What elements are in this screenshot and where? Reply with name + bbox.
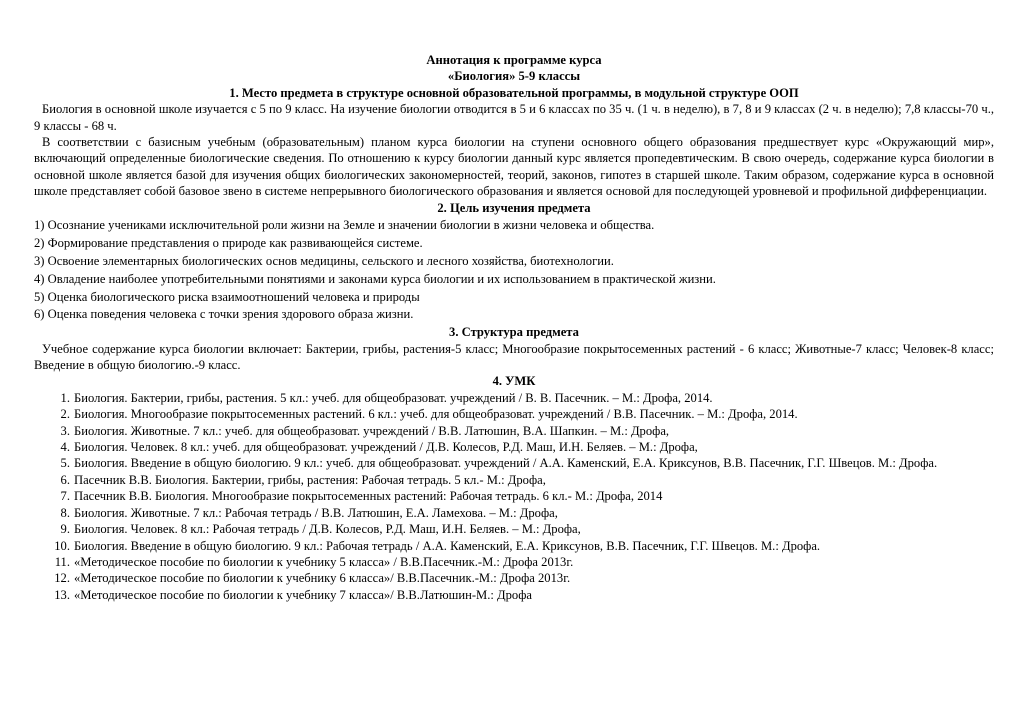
list-item-number: 11. xyxy=(54,554,70,569)
list-item xyxy=(34,538,994,554)
list-item-number: 2. xyxy=(60,407,70,422)
document-title: Аннотация к программе курса xyxy=(426,53,602,67)
list-item-text: Биология. Человек. 8 кл.: Рабочая тетрадь / Д.В. Колесов, Р.Д. Маш, И.Н. Беляев. – М.: Дрофа, xyxy=(74,522,581,537)
section-1-heading: 1. Место предмета в структуре основной образовательной программы, в модульной структуре ООП xyxy=(229,85,799,100)
list-item xyxy=(34,423,994,439)
section-3-heading: 3. Структура предмета xyxy=(449,325,579,340)
list-item-number: 12. xyxy=(54,571,70,586)
list-item xyxy=(34,587,994,603)
section-1-paragraph-1: Биология в основной школе изучается с 5 по 9 класс. На изучение биологии отводится в 5 и 6 классах по 35 ч. (1 ч. в неделю), в 7, 8 и 9 классах (2 ч. в неделю); 7,8 классы-70 ч., 9 классы - 68 ч. xyxy=(34,102,994,133)
list-item-text: «Методическое пособие по биологии к учебнику 7 класса»/ В.В.Латюшин-М.: Дрофа xyxy=(74,587,532,602)
list-item-text: Пасечник В.В. Биология. Многообразие покрытосеменных растений: Рабочая тетрадь. 6 кл.- М.: Дрофа, 2014 xyxy=(74,489,663,504)
list-item xyxy=(34,390,994,406)
section-1-paragraph-2: В соответствии с базисным учебным (образовательным) планом курса биологии на ступени основного общего образования предшествует курс «Окружающий мир», включающий определенные биологические сведения. По отношению к курсу биологии данный курс является пропедевтическим. В свою очередь, содержание курса биологии в основной школе является базой для изучения общих биологических закономерностей, теорий, законов, гипотез в старшей школе. Таким образом, содержание курса в основной школе представляет собой базовое звено в системе непрерывного биологического образования и является основой для последующей уровневой и профильной дифференциации. xyxy=(34,135,994,199)
goal-item: 5) Оценка биологического риска взаимоотношений человека и природы xyxy=(34,289,420,304)
list-item-number: 7. xyxy=(60,489,70,504)
list-item xyxy=(34,570,994,586)
list-item-number: 10. xyxy=(54,538,70,553)
list-item-number: 13. xyxy=(54,587,70,602)
list-item xyxy=(34,505,994,521)
list-item xyxy=(34,554,994,570)
list-item xyxy=(34,472,994,488)
document-subtitle: «Биология» 5-9 классы xyxy=(447,69,581,84)
list-item-number: 3. xyxy=(60,423,70,438)
list-item-number: 9. xyxy=(60,522,70,537)
list-item-number: 5. xyxy=(60,456,70,471)
list-item-text: Пасечник В.В. Биология. Бактерии, грибы, растения: Рабочая тетрадь. 5 кл.- М.: Дрофа, xyxy=(74,472,546,487)
list-item-number: 4. xyxy=(60,440,70,455)
section-2-heading: 2. Цель изучения предмета xyxy=(437,200,591,215)
list-item xyxy=(34,406,994,422)
list-item xyxy=(34,455,994,471)
list-item-text: Биология. Введение в общую биологию. 9 кл.: учеб. для общеобразоват. учреждений / А.А. Каменский, Е.А. Криксунов, В.В. Пасечник, Г.Г. Швецов. М.: Дрофа. xyxy=(74,456,938,471)
list-item-text: Биология. Введение в общую биологию. 9 кл.: Рабочая тетрадь / А.А. Каменский, Е.А. Криксунов, В.В. Пасечник, Г.Г. Швецов. М.: Дрофа. xyxy=(74,538,821,553)
section-3-paragraph: Учебное содержание курса биологии включает: Бактерии, грибы, растения-5 класс; Многообразие покрытосеменных растений - 6 класс; Животные-7 класс; Человек-8 класс; Введение в общую биологию.-9 класс. xyxy=(34,341,994,373)
goal-item: 2) Формирование представления о природе как развивающейся системе. xyxy=(34,236,423,251)
list-item xyxy=(34,488,994,504)
list-item-number: 8. xyxy=(60,505,70,520)
list-item-number: 6. xyxy=(60,472,70,487)
list-item-text: Биология. Бактерии, грибы, растения. 5 кл.: учеб. для общеобразоват. учреждений / В. В. Пасечник. – М.: Дрофа, 2014. xyxy=(74,390,713,405)
list-item xyxy=(34,521,994,537)
goal-item: 4) Овладение наиболее употребительными понятиями и законами курса биологии и их использованием в практической жизни. xyxy=(34,271,716,286)
umk-list xyxy=(34,390,994,603)
section-4-heading: 4. УМК xyxy=(492,374,536,389)
list-item-number: 1. xyxy=(60,390,70,405)
goal-item: 1) Осознание учениками исключительной роли жизни на Земле и значении биологии в жизни человека и общества. xyxy=(34,218,655,233)
list-item-text: Биология. Животные. 7 кл.: учеб. для общеобразоват. учреждений / В.В. Латюшин, В.А. Шапкин. – М.: Дрофа, xyxy=(74,423,670,438)
goal-item: 6) Оценка поведения человека с точки зрения здорового образа жизни. xyxy=(34,307,414,322)
list-item-text: «Методическое пособие по биологии к учебнику 5 класса» / В.В.Пасечник.-М.: Дрофа 2013г. xyxy=(74,554,574,569)
list-item-text: Биология. Животные. 7 кл.: Рабочая тетрадь / В.В. Латюшин, Е.А. Ламехова. – М.: Дрофа, xyxy=(74,505,558,520)
list-item-text: Биология. Многообразие покрытосеменных растений. 6 кл.: учеб. для общеобразоват. учреждений / В.В. Пасечник. – М.: Дрофа, 2014. xyxy=(74,407,798,422)
list-item-text: «Методическое пособие по биологии к учебнику 6 класса»/ В.В.Пасечник.-М.: Дрофа 2013г. xyxy=(74,571,571,586)
goals-list xyxy=(34,217,994,322)
document-page xyxy=(34,52,994,603)
goal-item: 3) Освоение элементарных биологических основ медицины, сельского и лесного хозяйства, биотехнологии. xyxy=(34,254,614,269)
list-item-text: Биология. Человек. 8 кл.: учеб. для общеобразоват. учреждений / Д.В. Колесов, Р.Д. Маш, И.Н. Беляев. – М.: Дрофа, xyxy=(74,440,698,455)
list-item xyxy=(34,439,994,455)
